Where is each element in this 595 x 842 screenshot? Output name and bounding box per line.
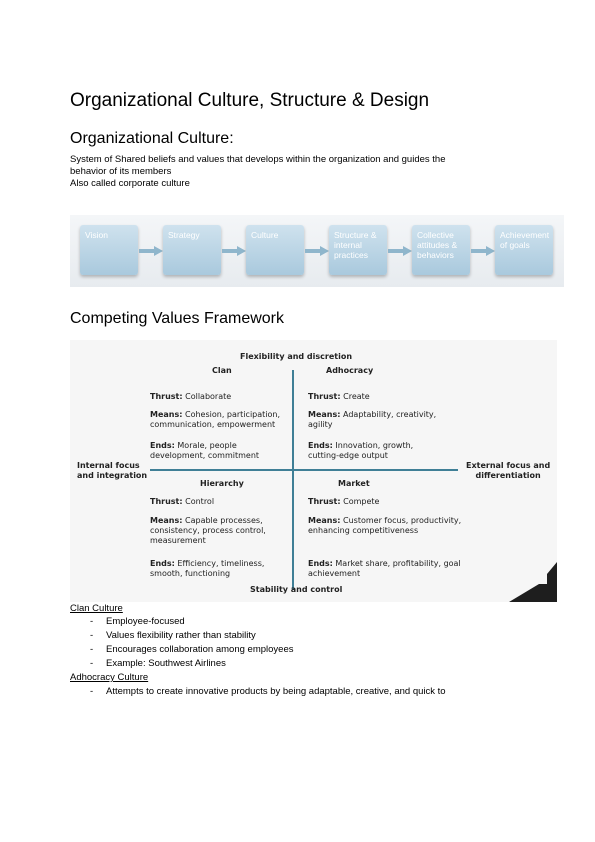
flow-step-culture <box>246 225 304 275</box>
axis-left-line-2: and integration <box>77 471 148 480</box>
flow-step-achievement <box>495 225 553 275</box>
quadrant-adhocracy-title: Adhocracy <box>326 366 374 375</box>
clan-means: Means: Cohesion, participation, communication, empowerment <box>150 410 281 429</box>
culture-definition <box>70 154 510 190</box>
axis-left-label <box>77 461 147 481</box>
competing-values-framework <box>70 340 557 602</box>
flow-step-label: Collective attitudes & behaviors <box>417 230 458 260</box>
adhocracy-culture-heading: Adhocracy Culture <box>70 672 149 683</box>
axis-left-line-1: Internal focus <box>77 461 140 470</box>
flow-step-label: Strategy <box>168 230 200 240</box>
flow-step-label: Culture <box>251 230 279 240</box>
arrow-right-icon <box>471 246 495 256</box>
market-ends: Ends: Market share, profitability, goal achievement <box>308 559 461 578</box>
flow-step-strategy <box>163 225 221 275</box>
corner-decoration-icon <box>509 562 557 602</box>
flow-step-label: Structure & internal practices <box>334 230 377 260</box>
arrow-right-icon <box>222 246 246 256</box>
axis-right-label <box>466 461 550 481</box>
market-thrust: Thrust: Compete <box>308 497 380 506</box>
axis-top-label: Flexibility and discretion <box>240 352 353 361</box>
culture-flow-diagram <box>70 215 564 287</box>
flow-step-structure <box>329 225 387 275</box>
flow-step-vision <box>80 225 138 275</box>
arrow-right-icon <box>139 246 163 256</box>
adhocracy-means: Means: Adaptability, creativity, agility <box>308 410 437 429</box>
market-means: Means: Customer focus, productivity, enhancing competitiveness <box>308 516 462 535</box>
definition-aka: Also called corporate culture <box>70 178 190 189</box>
vertical-axis <box>292 370 294 590</box>
horizontal-axis <box>150 469 458 471</box>
page-title: Organizational Culture, Structure & Design <box>70 90 430 111</box>
arrow-right-icon <box>388 246 412 256</box>
axis-bottom-label: Stability and control <box>250 585 343 594</box>
hierarchy-thrust: Thrust: Control <box>150 497 215 506</box>
definition-line-1: System of Shared beliefs and values that develops within the organization and guides the <box>70 154 446 165</box>
axis-right-line-1: External focus and <box>466 461 551 470</box>
quadrant-clan-title: Clan <box>212 366 232 375</box>
adhocracy-thrust: Thrust: Create <box>308 392 370 401</box>
arrow-right-icon <box>305 246 329 256</box>
section-heading-culture: Organizational Culture: <box>70 130 234 147</box>
flow-step-collective <box>412 225 470 275</box>
hierarchy-ends: Ends: Efficiency, timeliness, smooth, functioning <box>150 559 265 578</box>
section-heading-framework: Competing Values Framework <box>70 310 285 327</box>
adhocracy-ends: Ends: Innovation, growth, cutting-edge output <box>308 441 414 460</box>
flow-step-label: Vision <box>85 230 108 240</box>
hierarchy-means: Means: Capable processes, consistency, process control, measurement <box>150 516 266 545</box>
clan-culture-heading: Clan Culture <box>70 603 123 614</box>
axis-right-line-2: differentiation <box>475 471 541 480</box>
clan-thrust: Thrust: Collaborate <box>150 392 232 401</box>
clan-ends: Ends: Morale, people development, commitment <box>150 441 260 460</box>
definition-line-2: behavior of its members <box>70 166 172 177</box>
flow-step-label: Achievement of goals <box>500 230 550 250</box>
quadrant-hierarchy-title: Hierarchy <box>200 479 244 488</box>
quadrant-market-title: Market <box>338 479 370 488</box>
